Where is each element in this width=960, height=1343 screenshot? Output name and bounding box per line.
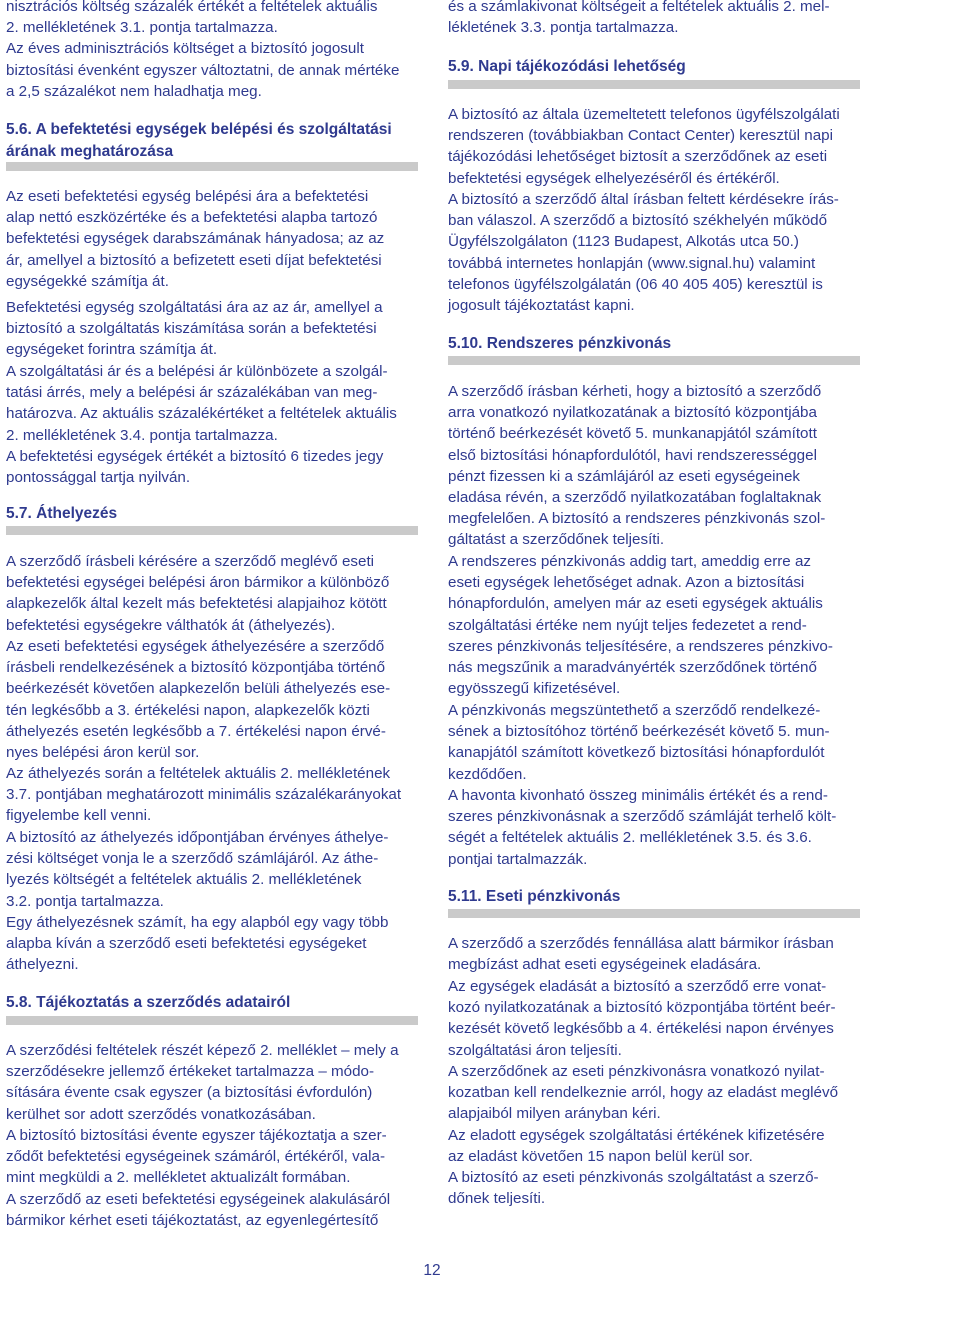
paragraph: Befektetési egység szolgáltatási ára az az ár, amellyel a biztosító a szolgáltatás kiszámítása során a befektetési egységeket forintra számítja át. [6, 299, 383, 359]
paragraph: A havonta kivonható összeg minimális értékét és a rend- szeres pénzkivonásnak a szerződő számláját terhelő költ- ségét a feltételek aktuális 2. mellékletének 3.5. és 3.6. pontjai tartalmazzák. [448, 787, 837, 868]
paragraph: A rendszeres pénzkivonás addig tart, ameddig erre az eseti egységek lehetőséget adnak. Azon a biztosítási hónapfordulón, amelyen már az eseti egységek aktuális szolgáltatási értéke nem nyújt teljes fedezetet a rend- szeres pénzkivonás teljesítésére, a rendszeres pénzkivo- nás megszűnik a maradványérték szerződőnek történő egyösszegű kifizetésével. [448, 553, 833, 698]
paragraph: A szerződő írásbeli kérésére a szerződő meglévő eseti befektetési egységei belépési áron bármikor a különböző alapkezelők által kezelt más befektetési alapjaihoz kötött befektetési egységekre válthatók át (áthelyezés). [6, 553, 390, 634]
page-number: 12 [423, 1262, 441, 1279]
paragraph: A biztosító az általa üzemeltetett telefonos ügyfélszolgálati rendszeren (továbbiakban Contact Center) keresztül napi tájékozódási lehetőséget biztosít a szerződőnek az eseti befektetési egységek elhelyezéséről és értékéről. [448, 106, 840, 187]
paragraph: A biztosító a szerződő által írásban feltett kérdésekre írás- ban válaszol. A szerződő a biztosító székhelyén működő Ügyfélszolgálaton (1123 Budapest, Alkotás utca 50.) továbbá internetes honlapján (www.signal.hu) valamint telefonos ügyfélszolgálatán (06 40 405 405) keresztül is jogosult tájékoztatást kapni. [448, 191, 839, 315]
paragraph: Az eseti befektetési egységek áthelyezésére a szerződő írásbeli rendelkezésének a biztosító központjába történő beérkezését követően alapkezelőn belüli áthelyezés ese- tén legkésőbb a 3. értékelési napon, alapkezelők közti áthelyezés esetén legkésőbb a 7. értékelési napon érvé- nyes belépési áron kerül sor. [6, 638, 391, 762]
section-divider [6, 1016, 418, 1025]
paragraph: A pénzkivonás megszüntethető a szerződő rendelkezé- sének a biztosítóhoz történő beérkezését követő 5. mun- kanapjától számított következő biztosítási hónapfordulót kezdődően. [448, 702, 830, 783]
paragraph: A biztosító az eseti pénzkivonás szolgáltatást a szerző- dőnek teljesíti. [448, 1169, 819, 1208]
paragraph: Egy áthelyezésnek számít, ha egy alapból egy vagy több alapba kíván a szerződő eseti befektetési egységeket áthelyezni. [6, 914, 389, 974]
section-divider [6, 162, 418, 171]
section-divider [448, 909, 860, 918]
paragraph: A szerződő írásban kérheti, hogy a biztosító a szerződő arra vonatkozó nyilatkozatának a biztosító központjába történő beérkezését követő 5. munkanapjától számított első biztosítási hónapfordulótól, havi rendszerességgel pénzt fizessen ki a számlájáról az eseti egységeinek eladása révén, a szerződő nyilatkozatában foglaltaknak megfelelően. A biztosító a rendszeres pénzkivonás szol- gáltatást a szerződőnek teljesíti. [448, 383, 826, 549]
paragraph: A szerződő a szerződés fennállása alatt bármikor írásban megbízást adhat eseti egységeinek eladására. [448, 935, 834, 974]
intro-paragraph: nisztrációs költség százalék értékét a feltételek aktuális 2. mellékletének 3.1. pontja tartalmazza. Az éves adminisztrációs költséget a biztosító jogosult biztosítási évenként egyszer változtatni, de annak mértéke a 2,5 százalékot nem haladhatja meg. [6, 0, 400, 100]
paragraph: A szolgáltatási ár és a belépési ár különbözete a szolgál- tatási árrés, mely a belépési ár százalékában van meg- határozva. Az aktuális százalékértéket a feltételek aktuális 2. mellékletének 3.4. pontja tartalmazza. [6, 363, 397, 444]
paragraph: Az áthelyezés során a feltételek aktuális 2. mellékletének 3.7. pontjában meghatározott minimális százalékarányokat figyelembe kell venni. [6, 765, 402, 825]
section-divider [448, 356, 860, 365]
paragraph: Az egységek eladását a biztosító a szerződő erre vonat- kozó nyilatkozatának a biztosító központjába történt beér- kezését követő legkésőbb a 4. értékelési napon érvényes szolgáltatási áron teljesíti. [448, 978, 836, 1059]
section-divider [6, 526, 418, 535]
section-heading-5-11: 5.11. Eseti pénzkivonás [448, 888, 621, 905]
section-heading-5-6: 5.6. A befektetési egységek belépési és szolgáltatási árának meghatározása [6, 121, 392, 160]
section-divider [448, 80, 860, 89]
paragraph: A biztosító az áthelyezés időpontjában érvényes áthelye- zési költséget vonja le a szerződő számlájáról. Az áthe- lyezés költségét a feltételek aktuális 2. mellékletének 3.2. pontja tartalmazza. [6, 829, 389, 910]
paragraph: A szerződő az eseti befektetési egységeinek alakulásáról bármikor kérhet eseti tájékoztatást, az egyenlegértesítő [6, 1191, 391, 1230]
paragraph: A befektetési egységek értékét a biztosító 6 tizedes jegy pontossággal tartja nyilván. [6, 448, 384, 487]
intro-paragraph: és a számlakivonat költségeit a feltételek aktuális 2. mel- lékletének 3.3. pontja tartalmazza. [448, 0, 830, 37]
section-heading-5-8: 5.8. Tájékoztatás a szerződés adatairól [6, 994, 291, 1011]
paragraph: A szerződőnek az eseti pénzkivonásra vonatkozó nyilat- kozatban kell rendelkeznie arról, hogy az eladást meglévő alapjaiból milyen arányban kéri. [448, 1063, 839, 1123]
section-heading-5-7: 5.7. Áthelyezés [6, 505, 118, 522]
paragraph: A szerződési feltételek részét képező 2. melléklet – mely a szerződésekre jellemző értékeket tartalmazza – módo- sítására évente csak egyszer (a biztosítási évfordulón) kerülhet sor adott szerződés vonatkozásában. [6, 1042, 399, 1123]
paragraph: Az eseti befektetési egység belépési ára a befektetési alap nettó eszközértéke és a befektetési alapba tartozó befektetési egységek darabszámának hányadosa; az az ár, amellyel a biztosító a befizetett eseti díjat befektetési egységekké számítja át. [6, 188, 385, 290]
paragraph: A biztosító biztosítási évente egyszer tájékoztatja a szer- ződőt befektetési egységeinek számáról, értékéről, vala- mint megküldi a 2. mellékletet aktualizált formában. [6, 1127, 387, 1187]
section-heading-5-9: 5.9. Napi tájékozódási lehetőség [448, 58, 686, 75]
section-heading-5-10: 5.10. Rendszeres pénzkivonás [448, 335, 672, 352]
paragraph: Az eladott egységek szolgáltatási értékének kifizetésére az eladást követően 15 napon belül kerül sor. [448, 1127, 825, 1166]
